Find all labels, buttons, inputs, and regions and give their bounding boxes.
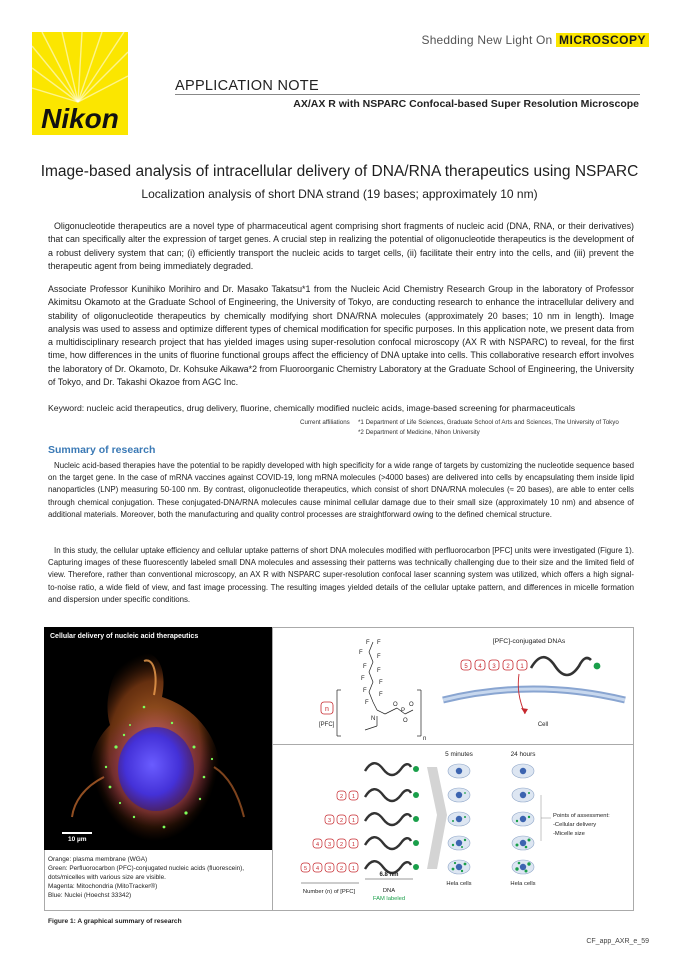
assessment-item-delivery: -Cellular delivery	[553, 822, 597, 828]
chain-unit-2: 2	[506, 664, 510, 670]
pfc-number-label: Number (n) of [PFC]	[302, 889, 356, 895]
dna-row-0	[365, 763, 419, 775]
atom-f: F	[379, 692, 383, 698]
legend-orange: Orange: plasma membrane (WGA)	[48, 856, 148, 863]
atom-f: F	[363, 688, 367, 694]
intro-paragraph-2: Associate Professor Kunihiko Morihiro and Dr. Masako Takatsu*1 from the Nucleic Acid Chemistry Research Group in the laboratory of Professor Akimitsu Okamoto at the Graduate School of Engineering, the University of Tokyo, are conducting research to enhance the intracellular delivery and stability of oligonucleotide therapeutics by chemically modifying short DNA/RNA molecules (approximately 20 bases; 10 nm in length). Image analysis was used to assess and optimize different types of chemical modification for specific purposes. In this application note, we present data from a multidisciplinary research project that has yielded images using super-resolution confocal microscopy (AX R with NSPARC) to reveal, for the first time, how differences in the units of fluorine functional groups affect the efficiency of DNA uptake into cells. This collaborative research effort involves the laboratory of Dr. Okamoto, Dr. Kohsuke Aikawa*2 from Fluoroorganic Chemistry Laboratory at the Graduate School of Engineering, the University of Tokyo, and Dr. Takashi Okazoe from AGC Inc.	[48, 284, 634, 388]
scale-bar-label: 10 µm	[68, 836, 87, 843]
summary-paragraph-2: In this study, the cellular uptake efficiency and cellular uptake patterns of short DNA molecules modified with perfluorocarbon [PFC] units were investigated (Figure 1). Capturing images of these fluorescently labeled small DNA molecules and assessing their patterns was technically challenging due to their size and the limited field of view. Therefore, rather than conventional microscopy, an AX R with NSPARC super-resolution confocal laser scanning system was utilized, which offers a high signal-to-noise ratio, a wide field of view, and fast image processing. The resulting images yielded details of the cellular uptake pattern, and differences in micelle formation and dispersion under specific conditions.	[48, 546, 634, 604]
atom-f: F	[363, 664, 367, 670]
atom-f: F	[359, 650, 363, 656]
hela-label-24h: Hela cells	[510, 881, 536, 887]
affiliation-1: *1 Department of Life Sciences, Graduate School of Arts and Sciences, The University of Tokyo	[358, 419, 619, 426]
atom-p: P	[401, 708, 406, 714]
fam-label: FAM labeled	[372, 896, 406, 902]
header-rule	[175, 94, 640, 95]
chain-unit-4: 4	[315, 866, 320, 872]
chain-unit-2: 2	[339, 866, 344, 872]
page-subtitle: Localization analysis of short DNA strand (19 bases; approximately 10 nm)	[141, 187, 538, 201]
pfc-bracket-label: [PFC]	[319, 722, 335, 728]
dna-row-4	[301, 861, 419, 873]
atom-f: F	[377, 654, 381, 660]
chain-unit-1: 1	[351, 818, 356, 824]
length-label: 6.8 nm	[379, 872, 399, 878]
figure-panel-title: Cellular delivery of nucleic acid therapeutics	[50, 633, 199, 640]
pfc-dna-title: [PFC]-conjugated DNAs	[492, 638, 566, 645]
figure-caption: Figure 1: A graphical summary of research	[48, 918, 182, 925]
atom-o: O	[393, 702, 398, 708]
repeat-n-label: n	[423, 736, 427, 742]
pfc-structure-diagram	[273, 628, 633, 744]
document-code: CF_app_AXR_e_59	[586, 938, 649, 945]
chain-unit-5: 5	[464, 664, 468, 670]
hela-cells-24h	[512, 764, 534, 874]
affiliation-2: *2 Department of Medicine, Nihon University	[358, 429, 480, 436]
product-name: AX/AX R with NSPARC Confocal-based Super Resolution Microscope	[293, 98, 639, 110]
summary-heading: Summary of research	[48, 444, 156, 456]
nikon-logo	[32, 32, 128, 135]
scale-bar	[62, 832, 92, 834]
atom-f: F	[361, 676, 365, 682]
atom-f: F	[365, 700, 369, 706]
chain-unit-1: 1	[351, 842, 356, 848]
chain-unit-4: 4	[478, 664, 482, 670]
hela-label-5min: Hela cells	[446, 881, 472, 887]
tagline-highlight: MICROSCOPY	[556, 33, 649, 47]
legend-magenta: Magenta: Mitochondria (MitoTracker®)	[48, 883, 158, 890]
legend-blue: Blue: Nuclei (Hoechst 33342)	[48, 892, 132, 899]
conjugated-dna-top	[461, 657, 600, 675]
time-label-24h: 24 hours	[510, 751, 536, 758]
dna-row-1	[337, 789, 419, 801]
intro-paragraph-1: Oligonucleotide therapeutics are a novel type of pharmaceutical agent comprising short fragments of nucleic acid (DNA, RNA, or their derivatives) that can specifically alter the expression of target genes. A crucial step in realizing the potential of oligonucleotide therapeutics is the development of a robust delivery system that can; (i) efficiently transport the nucleic acids to target cells, (ii) facilitate their entry into the cells, and (iii) prevent the therapeutic agent from being immediately degraded.	[48, 221, 634, 271]
chain-unit-4: 4	[315, 842, 320, 848]
hela-cells-5min	[448, 764, 470, 874]
dna-row-3	[313, 837, 419, 849]
summary-paragraph-1: Nucleic acid-based therapies have the potential to be rapidly developed with high specificity for a wide range of targets by customizing the nucleotide sequence based on the target gene. In the case of mRNA vaccines against COVID-19, long mRNA molecules (>4000 bases) are delivered into cells by encapsulating them inside lipid nanoparticles (LNP) measuring 50-100 nm. By contrast, oligonucleotide therapeutics, which consist of short DNA/RNA molecules (≈ 20 bases), are able to enter cells through chemical conjugation. These conjugated-DNA/RNA molecules cause minimal cellular damage due to their small size (approximately 10 nm) and absence of additional materials. Moreover, both the manufacturing and quality control processes are straightforward owing to the defined chemical structure.	[48, 461, 634, 519]
chain-unit-2: 2	[339, 842, 344, 848]
chain-unit-3: 3	[492, 664, 496, 670]
chain-unit-1: 1	[351, 794, 356, 800]
atom-o: O	[403, 718, 408, 724]
pfc-n-label: n	[325, 706, 329, 713]
legend-green: Green: Perfluorocarbon (PFC)-conjugated nucleic acids (fluorescein),	[48, 865, 245, 872]
cell-label: Cell	[537, 722, 549, 728]
legend-green-cont: dots/micelles with various size are visible.	[48, 874, 166, 881]
assessment-title: Points of assessment:	[553, 813, 610, 819]
affiliations-label: Current affiliations	[300, 419, 350, 426]
chain-unit-1: 1	[520, 664, 524, 670]
nikon-logo-text: Nikon	[41, 103, 119, 134]
keywords: Keyword: nucleic acid therapeutics, drug delivery, fluorine, chemically modified nucleic acids, image-based screening for pharmaceuticals	[48, 403, 576, 413]
atom-o: O	[409, 702, 414, 708]
tagline-prefix: Shedding New Light On	[421, 33, 553, 47]
assessment-item-micelle: -Micelle size	[553, 831, 585, 837]
atom-f: F	[377, 668, 381, 674]
chain-unit-1: 1	[351, 866, 356, 872]
dna-row-2	[325, 813, 419, 825]
atom-f: F	[379, 680, 383, 686]
document-type: APPLICATION NOTE	[175, 78, 319, 94]
chain-unit-3: 3	[327, 818, 332, 824]
chain-unit-5: 5	[303, 866, 308, 872]
page-title: Image-based analysis of intracellular delivery of DNA/RNA therapeutics using NSPARC	[40, 163, 639, 180]
chain-unit-2: 2	[339, 794, 344, 800]
atom-f: F	[366, 640, 370, 646]
chain-unit-2: 2	[339, 818, 344, 824]
dna-label: DNA	[382, 888, 396, 894]
nucleus-shape	[118, 727, 194, 811]
time-label-5min: 5 minutes	[445, 751, 473, 758]
uptake-experiment-diagram	[273, 745, 633, 911]
atom-f: F	[377, 640, 381, 646]
atom-n: N	[371, 716, 376, 722]
tagline	[421, 33, 649, 47]
chain-unit-3: 3	[327, 842, 332, 848]
chain-unit-3: 3	[327, 866, 332, 872]
cell-micrograph	[44, 627, 272, 850]
